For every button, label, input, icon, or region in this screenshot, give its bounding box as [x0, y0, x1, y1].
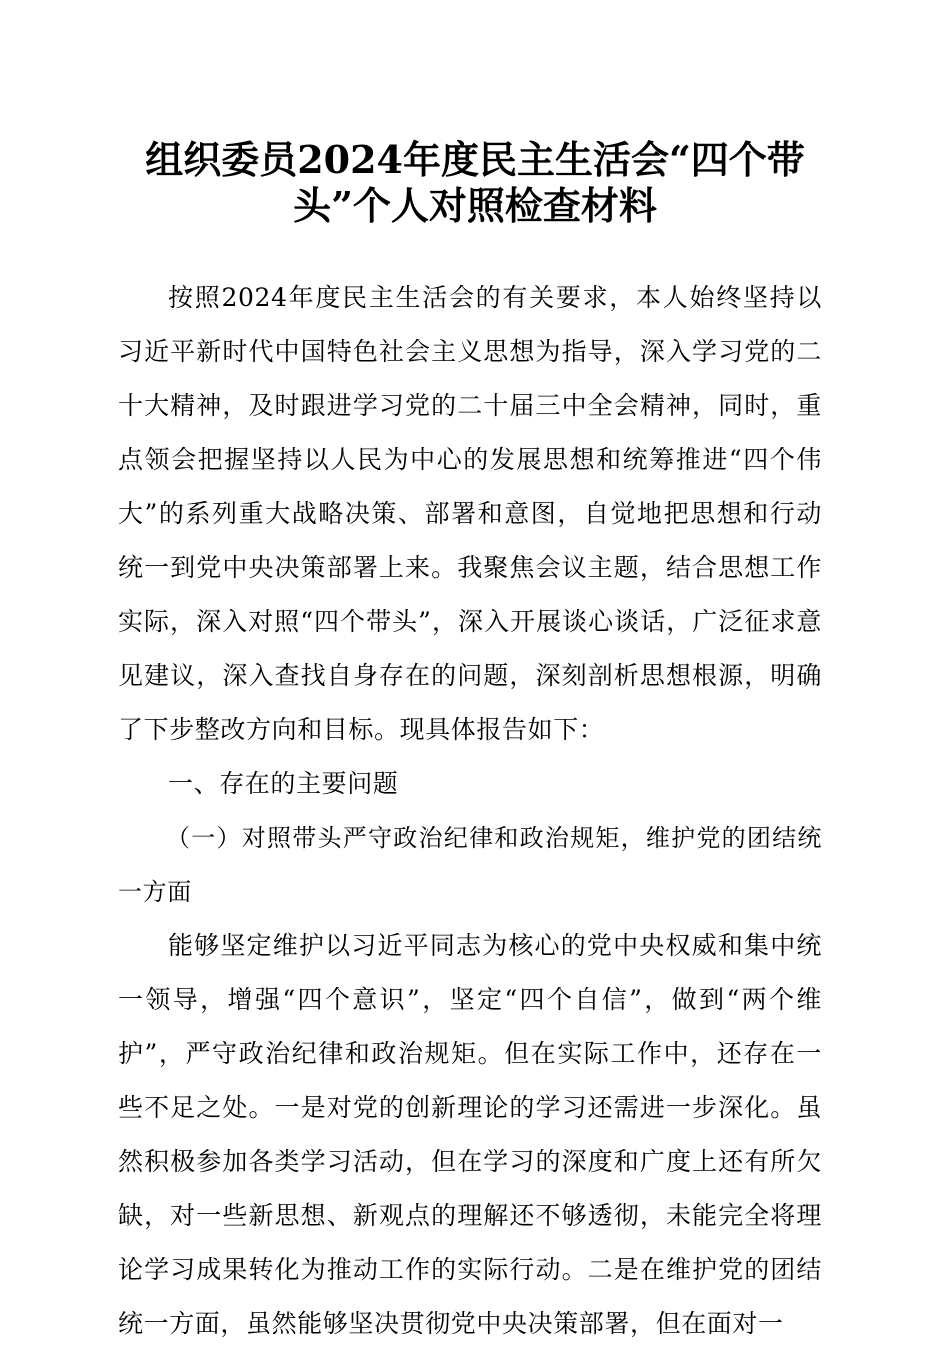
- document-title-line-2: 头”个人对照检查材料: [293, 183, 657, 228]
- intro-paragraph: 按照2024年度民主生活会的有关要求，本人始终坚持以习近平新时代中国特色社会主义思想为指导，深入学习党的二十大精神，及时跟进学习党的二十届三中全会精神，同时，重点领会把握坚持以人民为中心的发展思想和统筹推进“四个伟大”的系列重大战略决策、部署和意图，自觉地把思想和行动统一到党中央决策部署上来。我聚焦会议主题，结合思想工作实际，深入对照“四个带头”，深入开展谈心谈话，广泛征求意见建议，深入查找自身存在的问题，深刻剖析思想根源，明确了下步整改方向和目标。现具体报告如下：: [118, 283, 822, 744]
- subsection-heading: （一）对照带头严守政治纪律和政治规矩，维护党的团结统一方面: [118, 824, 822, 906]
- subsection-paragraph: 能够坚定维护以习近平同志为核心的党中央权威和集中统一领导，增强“四个意识”，坚定“四个自信”，做到“两个维护”，严守政治纪律和政治规矩。但在实际工作中，还存在一些不足之处。一是对党的创新理论的学习还需进一步深化。虽然积极参加各类学习活动，但在学习的深度和广度上还有所欠缺，对一些新思想、新观点的理解还不够透彻，未能完全将理论学习成果转化为推动工作的实际行动。二是在维护党的团结统一方面，虽然能够坚决贯彻党中央决策部署，但在面对一: [118, 931, 822, 1338]
- section-heading: 一、存在的主要问题: [168, 769, 399, 798]
- document-title-line-1: 组织委员2024年度民主生活会“四个带: [145, 137, 805, 182]
- document-body: [118, 271, 822, 1351]
